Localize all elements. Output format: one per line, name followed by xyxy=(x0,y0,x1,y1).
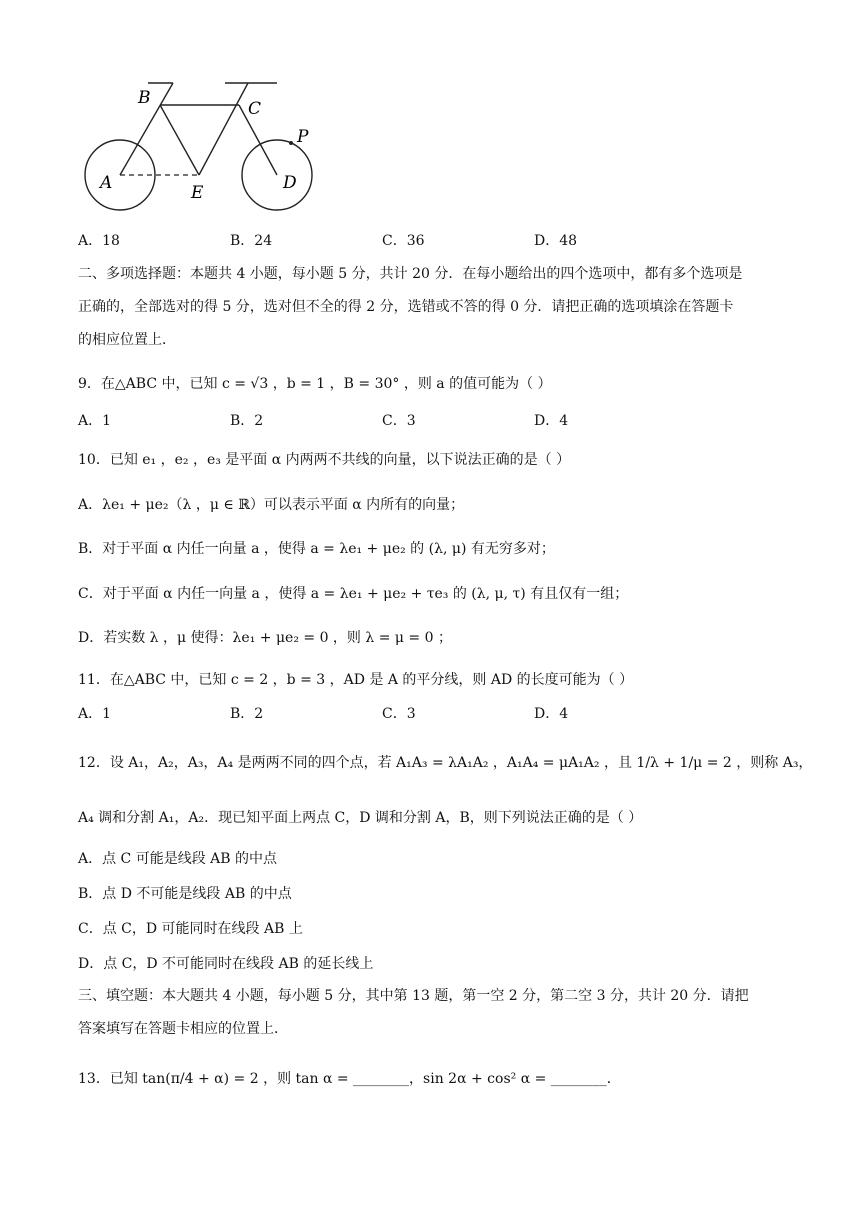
q12-option-b[interactable]: B．点 D 不可能是线段 AB 的中点 xyxy=(78,886,292,902)
q11-stem: 11．在△ABC 中，已知 c = 2 ，b = 3 ，AD 是 A 的平分线，则 AD 的长度可能为（ ） xyxy=(78,672,634,688)
q11-option-c[interactable]: C．3 xyxy=(382,706,416,722)
q10-stem: 10．已知 e₁ ，e₂ ，e₃ 是平面 α 内两两不共线的向量，以下说法正确的是（ ） xyxy=(78,452,571,468)
q9-option-b[interactable]: B．2 xyxy=(230,413,264,429)
q8-option-a[interactable]: A．18 xyxy=(78,233,120,249)
label-P: P xyxy=(297,127,309,147)
label-C: C xyxy=(248,99,262,119)
label-E: E xyxy=(191,183,204,203)
q12-option-c[interactable]: C．点 C，D 可能同时在线段 AB 上 xyxy=(78,921,303,937)
q9-option-d[interactable]: D．4 xyxy=(534,413,569,429)
q13-stem: 13．已知 tan(π/4 + α) = 2 ，则 tan α = ________，sin 2α + cos² α = ________． xyxy=(78,1071,621,1087)
q10-option-d[interactable]: D．若实数 λ ，μ 使得：λe₁ + μe₂ = 0 ，则 λ = μ = 0 ； xyxy=(78,630,452,646)
q9-option-c[interactable]: C．3 xyxy=(382,413,416,429)
q9-stem: 9．在△ABC 中，已知 c = √3 ，b = 1 ，B = 30° ，则 a 的值可能为（ ） xyxy=(78,376,552,392)
q9-option-a[interactable]: A．1 xyxy=(78,413,112,429)
label-B: B xyxy=(138,88,151,108)
q12-line2: A₄ 调和分割 A₁，A₂．现已知平面上两点 C，D 调和分割 A，B，则下列说法正确的是（ ） xyxy=(78,810,643,826)
q11-option-b[interactable]: B．2 xyxy=(230,706,264,722)
q11-option-d[interactable]: D．4 xyxy=(534,706,569,722)
q10-option-b[interactable]: B．对于平面 α 内任一向量 a ，使得 a = λe₁ + μe₂ 的 (λ, μ) 有无穷多对； xyxy=(78,541,555,557)
q8-option-d[interactable]: D．48 xyxy=(534,233,578,249)
section2-line3: 的相应位置上． xyxy=(78,332,176,348)
q11-options xyxy=(78,703,784,725)
bicycle-figure xyxy=(78,70,338,220)
q8-option-b[interactable]: B．24 xyxy=(230,233,273,249)
q12-line1: 12．设 A₁，A₂，A₃，A₄ 是两两不同的四个点，若 A₁A₃ = λA₁A₂ ，A₁A₄ = μA₁A₂ ，且 1/λ + 1/μ = 2 ，则称 A₃， xyxy=(78,755,813,771)
q11-option-a[interactable]: A．1 xyxy=(78,706,112,722)
q12-option-a[interactable]: A．点 C 可能是线段 AB 的中点 xyxy=(78,851,278,867)
label-A: A xyxy=(100,173,113,193)
q9-options xyxy=(78,410,784,432)
section3-line2: 答案填写在答题卡相应的位置上． xyxy=(78,1021,288,1037)
q12-option-d[interactable]: D．点 C，D 不可能同时在线段 AB 的延长线上 xyxy=(78,956,374,972)
q10-option-a[interactable]: A．λe₁ + μe₂（λ ，μ ∈ ℝ）可以表示平面 α 内所有的向量； xyxy=(78,497,465,513)
section2-line2: 正确的，全部选对的得 5 分，选对但不全的得 2 分，选错或不答的得 0 分．请把正确的选项填涂在答题卡 xyxy=(78,299,734,315)
label-D: D xyxy=(283,173,297,193)
q8-option-c[interactable]: C．36 xyxy=(382,233,425,249)
q8-options xyxy=(78,230,784,252)
section2-line1: 二、多项选择题：本题共 4 小题，每小题 5 分，共计 20 分．在每小题给出的四个选项中，都有多个选项是 xyxy=(78,266,743,282)
q10-option-c[interactable]: C．对于平面 α 内任一向量 a ，使得 a = λe₁ + μe₂ + τe₃ 的 (λ, μ, τ) 有且仅有一组； xyxy=(78,586,629,602)
section3-line1: 三、填空题：本大题共 4 小题，每小题 5 分，其中第 13 题，第一空 2 分，第二空 3 分，共计 20 分．请把 xyxy=(78,988,749,1004)
